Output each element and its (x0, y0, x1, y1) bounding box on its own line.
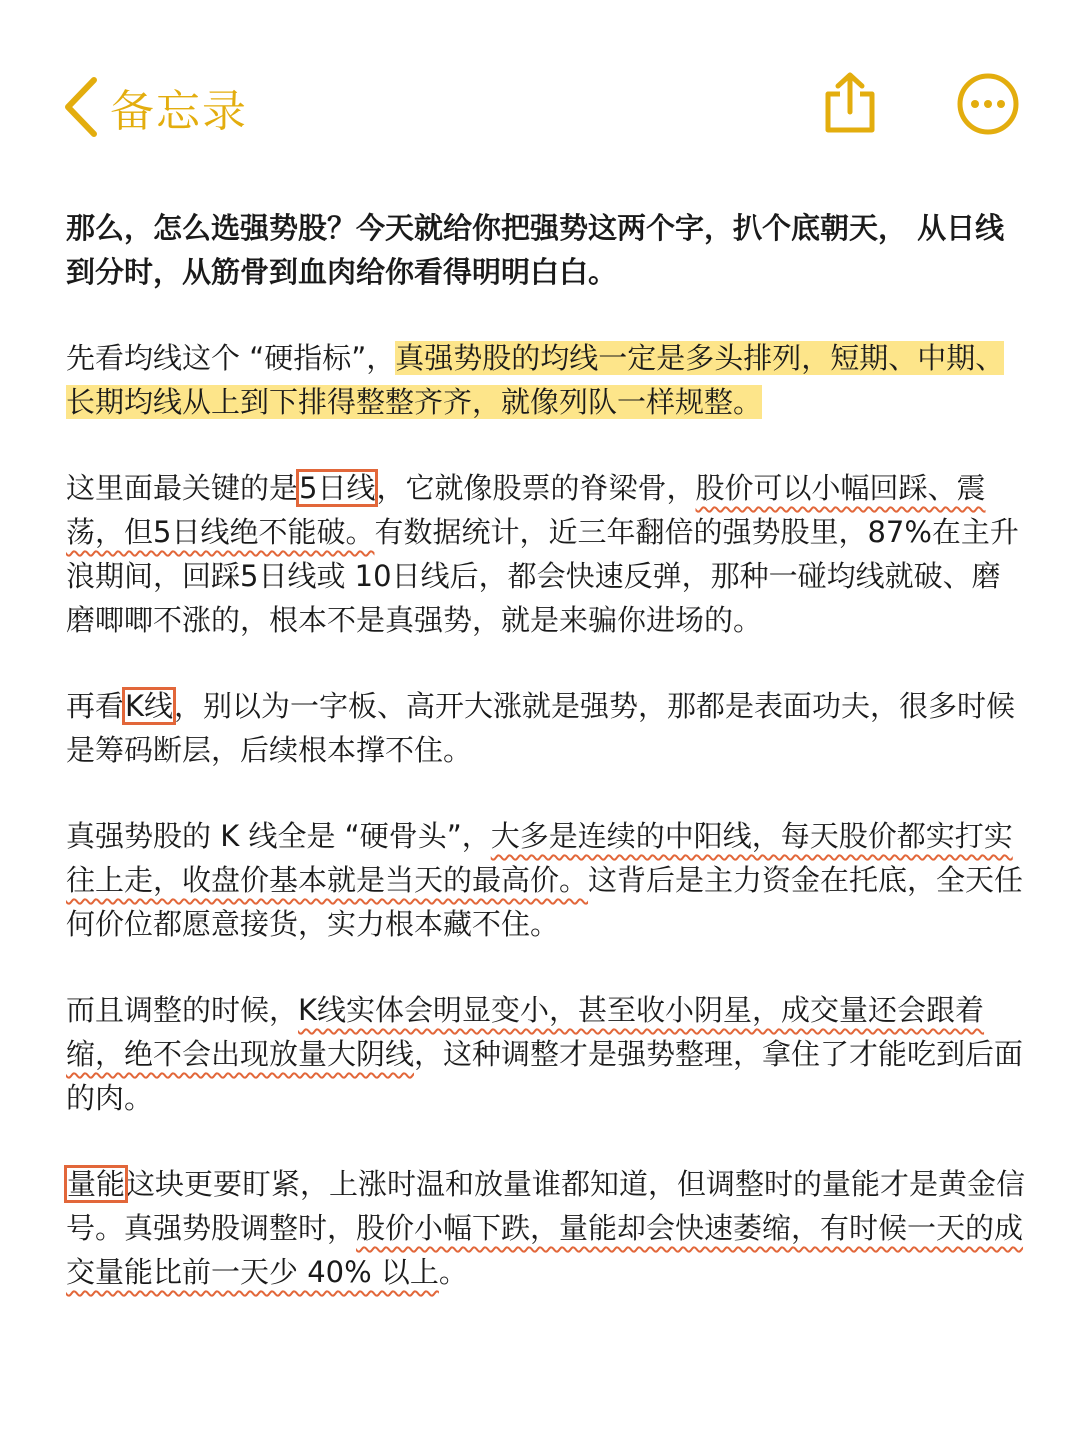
paragraph-text: 有数据统计，近三年翻倍的强势股里，87%在主升浪期间，回踩5日线或 10日线后，都会快速反弹，那种一碰均线就破、磨磨唧唧不涨的，根本不是真强势，就是来骗你进场的。 (66, 515, 1019, 637)
note-paragraph-moving-average (66, 336, 1026, 424)
note-paragraph-kline (66, 684, 1026, 772)
back-label: 备忘录 (110, 86, 248, 137)
chevron-left-icon (60, 76, 100, 138)
share-button[interactable] (820, 70, 880, 136)
paragraph-text: ，它就像股票的脊梁骨， (376, 471, 696, 505)
wavy-underlined-text: 股价小幅下跌，量能却会快速萎缩，有时候一天的成交量能比前一天少 40% 以上 (66, 1211, 1024, 1289)
boxed-keyword: K线 (125, 689, 174, 723)
wavy-underlined-text: 股价可以小幅回踩、震荡，但5日线绝不能破。 (66, 471, 986, 549)
more-button[interactable] (956, 72, 1020, 136)
paragraph-text: 再看 (66, 689, 125, 723)
wavy-underlined-text: 大多是连续的中阳线，每天股价都实打实往上走，收盘价基本就是当天的最高价。 (66, 819, 1013, 897)
paragraph-text: ，这种调整才是强势整理，拿住了才能吃到后面的肉。 (66, 1037, 1024, 1115)
paragraph-text: 真强势股的 K 线全是 “硬骨头”， (66, 819, 491, 853)
back-button[interactable] (60, 72, 248, 142)
note-paragraph-adjustment (66, 988, 1026, 1120)
paragraph-text: 这里面最关键的是 (66, 471, 299, 505)
note-paragraph-5day-line (66, 466, 1026, 642)
navigation-bar (0, 0, 1080, 190)
note-paragraph-hard-bone (66, 814, 1026, 946)
highlighted-text: 真强势股的均线一定是多头排列，短期、中期、长期均线从上到下排得整整齐齐，就像列队一样规整。 (66, 341, 1005, 419)
paragraph-text: 而且调整的时候， (66, 993, 299, 1027)
note-paragraph-intro: 那么，怎么选强势股？今天就给你把强势这两个字，扒个底朝天， 从日线到分时，从筋骨到血肉给你看得明明白白。 (66, 211, 1005, 289)
paragraph-text: ，别以为一字板、高开大涨就是强势，那都是表面功夫，很多时候是筹码断层，后续根本撑不住。 (66, 689, 1016, 767)
paragraph-text: 这背后是主力资金在托底，全天任何价位都愿意接货，实力根本藏不住。 (66, 863, 1024, 941)
note-body[interactable] (66, 206, 1026, 1336)
paragraph-text: 先看均线这个 “硬指标”， (66, 341, 396, 375)
more-icon (956, 72, 1020, 136)
paragraph-text: 。 (438, 1255, 468, 1289)
note-paragraph-volume (66, 1162, 1026, 1294)
wavy-underlined-text: K线实体会明显变小，甚至收小阴星，成交量还会跟着缩，绝不会出现放量大阴线 (66, 993, 985, 1071)
share-icon (820, 70, 880, 136)
boxed-keyword: 5日线 (299, 471, 376, 505)
boxed-keyword: 量能 (67, 1167, 126, 1201)
paragraph-text: 这块更要盯紧，上涨时温和放量谁都知道，但调整时的量能才是黄金信号。真强势股调整时， (66, 1167, 1026, 1245)
